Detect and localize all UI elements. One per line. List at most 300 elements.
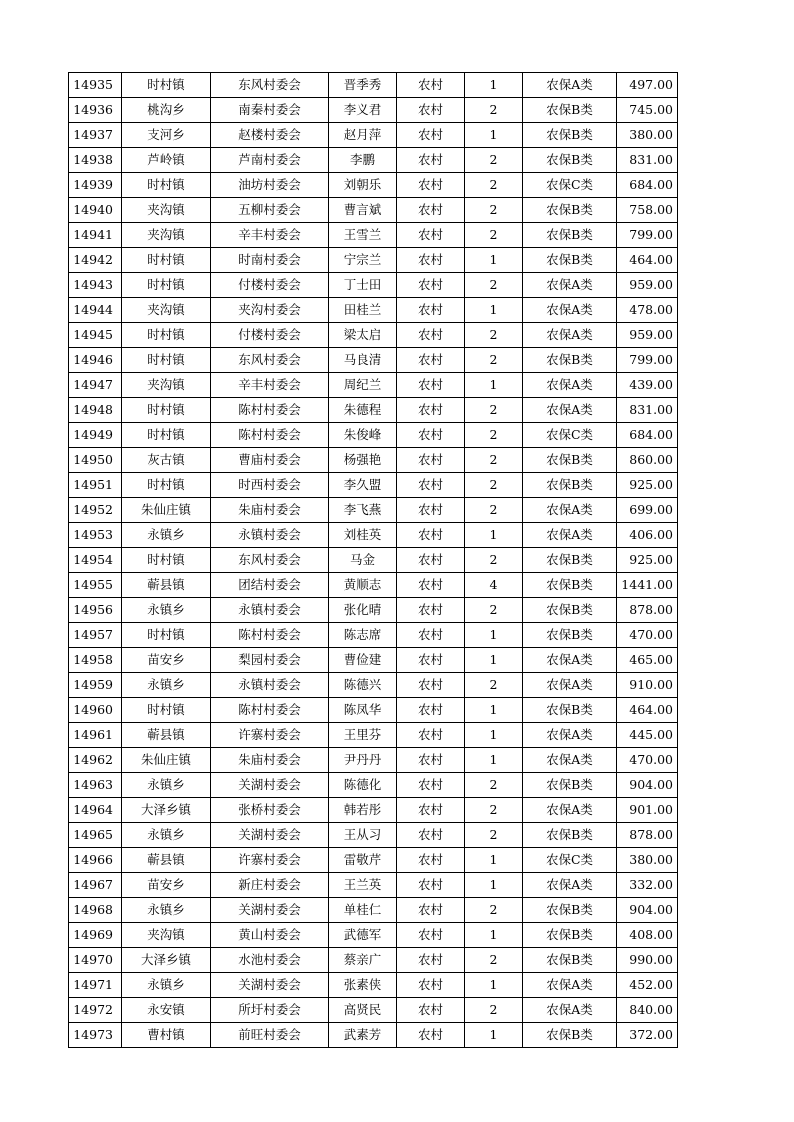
area-type-cell: 农村: [397, 323, 465, 348]
table-row: [69, 698, 678, 723]
insurance-category-cell: 农保C类: [523, 423, 617, 448]
person-name-cell: 蔡亲广: [329, 948, 397, 973]
table-row: [69, 898, 678, 923]
area-type-cell: 农村: [397, 523, 465, 548]
record-id-cell: 14951: [69, 473, 122, 498]
record-id-cell: 14960: [69, 698, 122, 723]
person-name-cell: 刘桂英: [329, 523, 397, 548]
table-row: [69, 248, 678, 273]
amount-cell: 831.00: [617, 398, 678, 423]
table-row: [69, 548, 678, 573]
town-cell: 永镇乡: [122, 673, 211, 698]
table-row: [69, 223, 678, 248]
household-count-cell: 2: [465, 798, 523, 823]
area-type-cell: 农村: [397, 448, 465, 473]
table-row: [69, 173, 678, 198]
record-id-cell: 14969: [69, 923, 122, 948]
town-cell: 时村镇: [122, 173, 211, 198]
village-committee-cell: 黄山村委会: [211, 923, 329, 948]
household-count-cell: 2: [465, 773, 523, 798]
town-cell: 大泽乡镇: [122, 798, 211, 823]
village-committee-cell: 新庄村委会: [211, 873, 329, 898]
town-cell: 时村镇: [122, 248, 211, 273]
village-committee-cell: 辛丰村委会: [211, 223, 329, 248]
record-id-cell: 14935: [69, 73, 122, 98]
insurance-category-cell: 农保B类: [523, 573, 617, 598]
household-count-cell: 1: [465, 648, 523, 673]
amount-cell: 380.00: [617, 123, 678, 148]
amount-cell: 878.00: [617, 598, 678, 623]
town-cell: 时村镇: [122, 73, 211, 98]
person-name-cell: 陈德兴: [329, 673, 397, 698]
village-committee-cell: 团结村委会: [211, 573, 329, 598]
table-row: [69, 498, 678, 523]
village-committee-cell: 东风村委会: [211, 548, 329, 573]
record-id-cell: 14950: [69, 448, 122, 473]
person-name-cell: 马金: [329, 548, 397, 573]
insurance-category-cell: 农保B类: [523, 548, 617, 573]
amount-cell: 959.00: [617, 273, 678, 298]
village-committee-cell: 油坊村委会: [211, 173, 329, 198]
insurance-category-cell: 农保B类: [523, 898, 617, 923]
person-name-cell: 张素侠: [329, 973, 397, 998]
amount-cell: 758.00: [617, 198, 678, 223]
record-id-cell: 14944: [69, 298, 122, 323]
table-row: [69, 448, 678, 473]
town-cell: 夹沟镇: [122, 198, 211, 223]
table-row: [69, 273, 678, 298]
area-type-cell: 农村: [397, 823, 465, 848]
table-row: [69, 923, 678, 948]
table-row: [69, 348, 678, 373]
record-id-cell: 14973: [69, 1023, 122, 1048]
person-name-cell: 陈德化: [329, 773, 397, 798]
area-type-cell: 农村: [397, 873, 465, 898]
amount-cell: 925.00: [617, 473, 678, 498]
insurance-category-cell: 农保A类: [523, 748, 617, 773]
person-name-cell: 雷敬芹: [329, 848, 397, 873]
town-cell: 芦岭镇: [122, 148, 211, 173]
area-type-cell: 农村: [397, 423, 465, 448]
amount-cell: 406.00: [617, 523, 678, 548]
area-type-cell: 农村: [397, 773, 465, 798]
village-committee-cell: 陈村村委会: [211, 698, 329, 723]
table-row: [69, 673, 678, 698]
area-type-cell: 农村: [397, 498, 465, 523]
household-count-cell: 2: [465, 598, 523, 623]
town-cell: 曹村镇: [122, 1023, 211, 1048]
person-name-cell: 陈志席: [329, 623, 397, 648]
household-count-cell: 1: [465, 298, 523, 323]
area-type-cell: 农村: [397, 973, 465, 998]
village-committee-cell: 关湖村委会: [211, 898, 329, 923]
amount-cell: 465.00: [617, 648, 678, 673]
area-type-cell: 农村: [397, 98, 465, 123]
village-committee-cell: 关湖村委会: [211, 773, 329, 798]
record-id-cell: 14972: [69, 998, 122, 1023]
table-row: [69, 373, 678, 398]
insurance-category-cell: 农保A类: [523, 973, 617, 998]
town-cell: 桃沟乡: [122, 98, 211, 123]
town-cell: 永镇乡: [122, 973, 211, 998]
record-id-cell: 14962: [69, 748, 122, 773]
town-cell: 夹沟镇: [122, 923, 211, 948]
village-committee-cell: 夹沟村委会: [211, 298, 329, 323]
area-type-cell: 农村: [397, 748, 465, 773]
village-committee-cell: 东风村委会: [211, 73, 329, 98]
insurance-category-cell: 农保B类: [523, 598, 617, 623]
village-committee-cell: 许寨村委会: [211, 723, 329, 748]
area-type-cell: 农村: [397, 798, 465, 823]
insurance-category-cell: 农保B类: [523, 948, 617, 973]
table-row: [69, 423, 678, 448]
village-committee-cell: 关湖村委会: [211, 823, 329, 848]
village-committee-cell: 芦南村委会: [211, 148, 329, 173]
household-count-cell: 1: [465, 123, 523, 148]
area-type-cell: 农村: [397, 273, 465, 298]
village-committee-cell: 梨园村委会: [211, 648, 329, 673]
record-id-cell: 14940: [69, 198, 122, 223]
town-cell: 支河乡: [122, 123, 211, 148]
town-cell: 时村镇: [122, 698, 211, 723]
amount-cell: 452.00: [617, 973, 678, 998]
town-cell: 苗安乡: [122, 648, 211, 673]
town-cell: 夹沟镇: [122, 223, 211, 248]
area-type-cell: 农村: [397, 473, 465, 498]
village-committee-cell: 付楼村委会: [211, 323, 329, 348]
town-cell: 永镇乡: [122, 523, 211, 548]
amount-cell: 439.00: [617, 373, 678, 398]
record-id-cell: 14959: [69, 673, 122, 698]
village-committee-cell: 永镇村委会: [211, 523, 329, 548]
record-id-cell: 14957: [69, 623, 122, 648]
insurance-category-cell: 农保A类: [523, 998, 617, 1023]
record-id-cell: 14953: [69, 523, 122, 548]
town-cell: 永安镇: [122, 998, 211, 1023]
town-cell: 大泽乡镇: [122, 948, 211, 973]
amount-cell: 901.00: [617, 798, 678, 823]
person-name-cell: 陈凤华: [329, 698, 397, 723]
amount-cell: 799.00: [617, 223, 678, 248]
area-type-cell: 农村: [397, 898, 465, 923]
person-name-cell: 曹俭建: [329, 648, 397, 673]
insurance-category-cell: 农保B类: [523, 98, 617, 123]
record-id-cell: 14958: [69, 648, 122, 673]
amount-cell: 464.00: [617, 698, 678, 723]
household-count-cell: 2: [465, 473, 523, 498]
insurance-category-cell: 农保A类: [523, 298, 617, 323]
town-cell: 时村镇: [122, 348, 211, 373]
town-cell: 朱仙庄镇: [122, 748, 211, 773]
table-row: [69, 323, 678, 348]
insurance-category-cell: 农保A类: [523, 798, 617, 823]
town-cell: 永镇乡: [122, 773, 211, 798]
person-name-cell: 李鹏: [329, 148, 397, 173]
person-name-cell: 单桂仁: [329, 898, 397, 923]
amount-cell: 372.00: [617, 1023, 678, 1048]
table-row: [69, 98, 678, 123]
household-count-cell: 2: [465, 998, 523, 1023]
area-type-cell: 农村: [397, 698, 465, 723]
area-type-cell: 农村: [397, 248, 465, 273]
village-committee-cell: 陈村村委会: [211, 423, 329, 448]
household-count-cell: 2: [465, 448, 523, 473]
village-committee-cell: 所圩村委会: [211, 998, 329, 1023]
amount-cell: 1441.00: [617, 573, 678, 598]
household-count-cell: 2: [465, 823, 523, 848]
town-cell: 时村镇: [122, 398, 211, 423]
household-count-cell: 1: [465, 973, 523, 998]
record-id-cell: 14954: [69, 548, 122, 573]
amount-cell: 497.00: [617, 73, 678, 98]
household-count-cell: 2: [465, 148, 523, 173]
town-cell: 时村镇: [122, 623, 211, 648]
person-name-cell: 高贤民: [329, 998, 397, 1023]
table-row: [69, 473, 678, 498]
insurance-category-cell: 农保B类: [523, 623, 617, 648]
town-cell: 永镇乡: [122, 598, 211, 623]
village-committee-cell: 水池村委会: [211, 948, 329, 973]
table-row: [69, 1023, 678, 1048]
person-name-cell: 丁士田: [329, 273, 397, 298]
village-committee-cell: 南秦村委会: [211, 98, 329, 123]
record-id-cell: 14941: [69, 223, 122, 248]
village-committee-cell: 关湖村委会: [211, 973, 329, 998]
area-type-cell: 农村: [397, 373, 465, 398]
insurance-category-cell: 农保B类: [523, 473, 617, 498]
household-count-cell: 2: [465, 198, 523, 223]
insurance-category-cell: 农保B类: [523, 823, 617, 848]
household-count-cell: 1: [465, 623, 523, 648]
insurance-category-cell: 农保B类: [523, 698, 617, 723]
person-name-cell: 武德军: [329, 923, 397, 948]
table-row: [69, 648, 678, 673]
village-committee-cell: 东风村委会: [211, 348, 329, 373]
household-count-cell: 1: [465, 848, 523, 873]
insurance-category-cell: 农保B类: [523, 348, 617, 373]
table-row: [69, 573, 678, 598]
table-row: [69, 198, 678, 223]
insurance-category-cell: 农保B类: [523, 123, 617, 148]
village-committee-cell: 时西村委会: [211, 473, 329, 498]
village-committee-cell: 永镇村委会: [211, 673, 329, 698]
table-row: [69, 948, 678, 973]
table-row: [69, 623, 678, 648]
person-name-cell: 王从习: [329, 823, 397, 848]
insurance-category-cell: 农保B类: [523, 148, 617, 173]
amount-cell: 904.00: [617, 898, 678, 923]
insurance-category-cell: 农保B类: [523, 198, 617, 223]
household-count-cell: 2: [465, 673, 523, 698]
person-name-cell: 李义君: [329, 98, 397, 123]
area-type-cell: 农村: [397, 148, 465, 173]
village-committee-cell: 陈村村委会: [211, 623, 329, 648]
record-id-cell: 14964: [69, 798, 122, 823]
amount-cell: 408.00: [617, 923, 678, 948]
amount-cell: 470.00: [617, 748, 678, 773]
town-cell: 蕲县镇: [122, 723, 211, 748]
household-count-cell: 1: [465, 748, 523, 773]
area-type-cell: 农村: [397, 673, 465, 698]
village-committee-cell: 五柳村委会: [211, 198, 329, 223]
table-row: [69, 723, 678, 748]
area-type-cell: 农村: [397, 573, 465, 598]
insurance-category-cell: 农保B类: [523, 773, 617, 798]
insurance-category-cell: 农保A类: [523, 673, 617, 698]
record-id-cell: 14943: [69, 273, 122, 298]
village-committee-cell: 许寨村委会: [211, 848, 329, 873]
household-count-cell: 2: [465, 398, 523, 423]
village-committee-cell: 陈村村委会: [211, 398, 329, 423]
insurance-category-cell: 农保A类: [523, 398, 617, 423]
record-id-cell: 14947: [69, 373, 122, 398]
town-cell: 灰古镇: [122, 448, 211, 473]
record-id-cell: 14937: [69, 123, 122, 148]
record-id-cell: 14961: [69, 723, 122, 748]
village-committee-cell: 永镇村委会: [211, 598, 329, 623]
amount-cell: 990.00: [617, 948, 678, 973]
insurance-category-cell: 农保A类: [523, 323, 617, 348]
table-row: [69, 798, 678, 823]
area-type-cell: 农村: [397, 348, 465, 373]
insurance-category-cell: 农保B类: [523, 448, 617, 473]
area-type-cell: 农村: [397, 73, 465, 98]
person-name-cell: 梁太启: [329, 323, 397, 348]
person-name-cell: 田桂兰: [329, 298, 397, 323]
area-type-cell: 农村: [397, 173, 465, 198]
person-name-cell: 张化晴: [329, 598, 397, 623]
area-type-cell: 农村: [397, 648, 465, 673]
record-id-cell: 14949: [69, 423, 122, 448]
amount-cell: 470.00: [617, 623, 678, 648]
town-cell: 蕲县镇: [122, 573, 211, 598]
village-committee-cell: 赵楼村委会: [211, 123, 329, 148]
table-row: [69, 848, 678, 873]
town-cell: 永镇乡: [122, 823, 211, 848]
record-id-cell: 14952: [69, 498, 122, 523]
household-count-cell: 1: [465, 923, 523, 948]
table-row: [69, 998, 678, 1023]
person-name-cell: 晋季秀: [329, 73, 397, 98]
household-count-cell: 1: [465, 73, 523, 98]
insurance-category-cell: 农保B类: [523, 248, 617, 273]
town-cell: 时村镇: [122, 323, 211, 348]
household-count-cell: 2: [465, 948, 523, 973]
amount-cell: 959.00: [617, 323, 678, 348]
record-id-cell: 14965: [69, 823, 122, 848]
table-row: [69, 973, 678, 998]
person-name-cell: 王里芬: [329, 723, 397, 748]
town-cell: 时村镇: [122, 273, 211, 298]
records-table: [68, 72, 678, 1048]
town-cell: 时村镇: [122, 423, 211, 448]
person-name-cell: 朱俊峰: [329, 423, 397, 448]
household-count-cell: 1: [465, 873, 523, 898]
village-committee-cell: 时南村委会: [211, 248, 329, 273]
record-id-cell: 14968: [69, 898, 122, 923]
table-row: [69, 823, 678, 848]
household-count-cell: 2: [465, 323, 523, 348]
person-name-cell: 尹丹丹: [329, 748, 397, 773]
insurance-category-cell: 农保B类: [523, 1023, 617, 1048]
amount-cell: 380.00: [617, 848, 678, 873]
table-row: [69, 123, 678, 148]
household-count-cell: 2: [465, 98, 523, 123]
area-type-cell: 农村: [397, 948, 465, 973]
insurance-category-cell: 农保B类: [523, 223, 617, 248]
record-id-cell: 14942: [69, 248, 122, 273]
amount-cell: 925.00: [617, 548, 678, 573]
record-id-cell: 14955: [69, 573, 122, 598]
person-name-cell: 王雪兰: [329, 223, 397, 248]
area-type-cell: 农村: [397, 398, 465, 423]
area-type-cell: 农村: [397, 923, 465, 948]
insurance-category-cell: 农保A类: [523, 73, 617, 98]
amount-cell: 478.00: [617, 298, 678, 323]
village-committee-cell: 曹庙村委会: [211, 448, 329, 473]
insurance-category-cell: 农保A类: [523, 373, 617, 398]
village-committee-cell: 朱庙村委会: [211, 498, 329, 523]
village-committee-cell: 辛丰村委会: [211, 373, 329, 398]
record-id-cell: 14946: [69, 348, 122, 373]
area-type-cell: 农村: [397, 548, 465, 573]
household-count-cell: 1: [465, 1023, 523, 1048]
household-count-cell: 1: [465, 723, 523, 748]
record-id-cell: 14966: [69, 848, 122, 873]
person-name-cell: 李飞燕: [329, 498, 397, 523]
amount-cell: 799.00: [617, 348, 678, 373]
amount-cell: 878.00: [617, 823, 678, 848]
town-cell: 永镇乡: [122, 898, 211, 923]
table-row: [69, 148, 678, 173]
amount-cell: 860.00: [617, 448, 678, 473]
amount-cell: 831.00: [617, 148, 678, 173]
person-name-cell: 李久盟: [329, 473, 397, 498]
record-id-cell: 14967: [69, 873, 122, 898]
record-id-cell: 14963: [69, 773, 122, 798]
person-name-cell: 王兰英: [329, 873, 397, 898]
insurance-category-cell: 农保A类: [523, 873, 617, 898]
amount-cell: 464.00: [617, 248, 678, 273]
person-name-cell: 武素芳: [329, 1023, 397, 1048]
table-row: [69, 748, 678, 773]
household-count-cell: 2: [465, 423, 523, 448]
table-row: [69, 298, 678, 323]
insurance-category-cell: 农保C类: [523, 848, 617, 873]
record-id-cell: 14936: [69, 98, 122, 123]
insurance-category-cell: 农保A类: [523, 273, 617, 298]
person-name-cell: 杨强艳: [329, 448, 397, 473]
insurance-category-cell: 农保A类: [523, 648, 617, 673]
amount-cell: 699.00: [617, 498, 678, 523]
area-type-cell: 农村: [397, 298, 465, 323]
insurance-category-cell: 农保A类: [523, 498, 617, 523]
person-name-cell: 宁宗兰: [329, 248, 397, 273]
household-count-cell: 2: [465, 223, 523, 248]
person-name-cell: 刘朝乐: [329, 173, 397, 198]
table-row: [69, 773, 678, 798]
insurance-category-cell: 农保A类: [523, 723, 617, 748]
area-type-cell: 农村: [397, 123, 465, 148]
person-name-cell: 韩若彤: [329, 798, 397, 823]
amount-cell: 684.00: [617, 173, 678, 198]
area-type-cell: 农村: [397, 848, 465, 873]
insurance-category-cell: 农保C类: [523, 173, 617, 198]
area-type-cell: 农村: [397, 598, 465, 623]
record-id-cell: 14938: [69, 148, 122, 173]
town-cell: 时村镇: [122, 548, 211, 573]
records-body: [69, 73, 678, 1048]
